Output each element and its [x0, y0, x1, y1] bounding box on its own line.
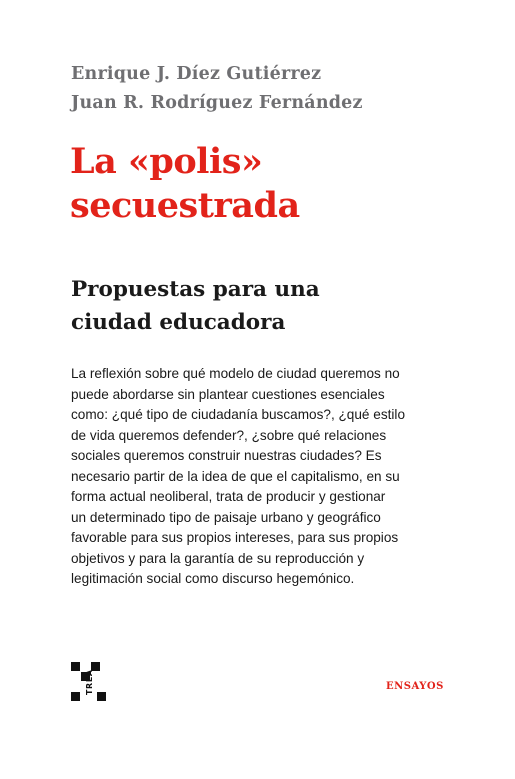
author-2: Juan R. Rodríguez Fernández — [71, 93, 363, 113]
blurb-text: La reflexión sobre qué modelo de ciudad queremos no puede abordarse sin plantear cuestiones esenciales como: ¿qué tipo de ciudadanía buscamos?, ¿qué estilo de vida queremos defender?, ¿sobre qué relaciones sociales queremos construir nuestras ciudades? Es necesario partir de la idea de que el capitalismo, en su forma actual neoliberal, trata de producir y gestionar un determinado tipo de paisaje urbano y geográfico favorable para sus propios intereses, para sus propios objetivos y para la garantía de su reproducción y legitimación social como discurso hegemónico. — [71, 366, 406, 586]
title-line-2: secuestrada — [70, 185, 300, 226]
series-label: ENSAYOS — [386, 681, 444, 692]
publisher-logo — [71, 662, 111, 714]
logo-square-1 — [71, 662, 80, 671]
logo-square-4 — [71, 692, 80, 701]
logo-square-5 — [97, 692, 106, 701]
book-title — [70, 140, 300, 228]
title-line-1: La «polis» — [70, 141, 263, 182]
subtitle-line-2: ciudad educadora — [71, 310, 286, 335]
publisher-name: TREA — [85, 669, 94, 695]
author-1: Enrique J. Díez Gutiérrez — [71, 64, 322, 84]
authors-block — [71, 60, 363, 118]
book-subtitle — [71, 273, 320, 339]
subtitle-line-1: Propuestas para una — [71, 277, 320, 302]
